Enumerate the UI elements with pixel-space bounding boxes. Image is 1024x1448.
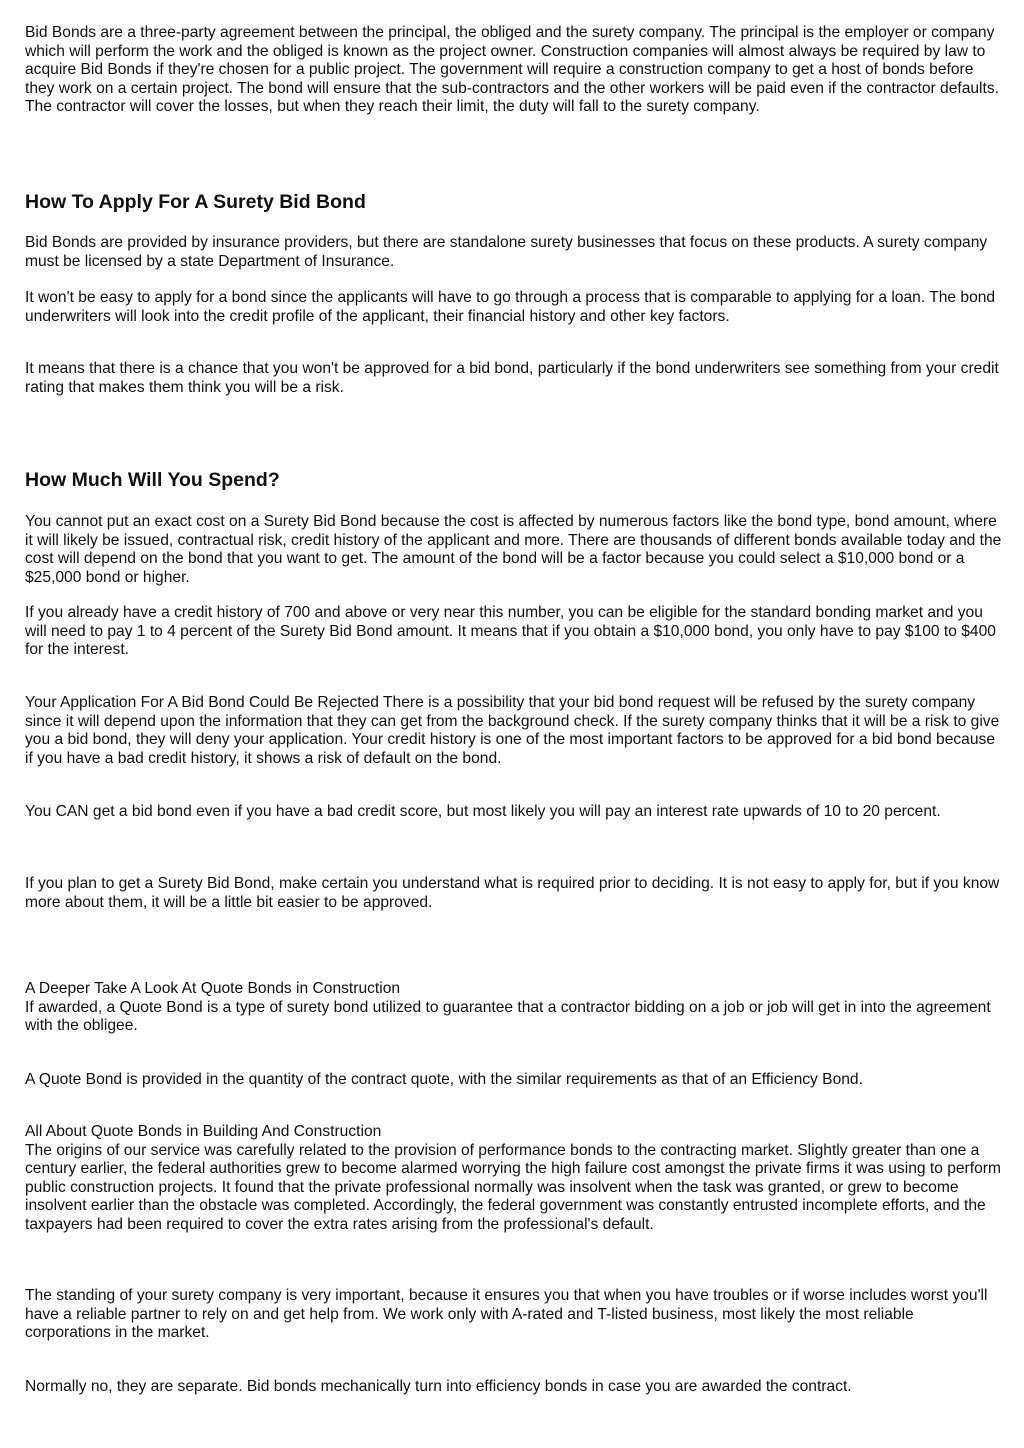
heading-apply: How To Apply For A Surety Bid Bond — [25, 191, 366, 213]
paragraph-quote-amount: A Quote Bond is provided in the quantity of the contract quote, with the similar requirements as that of an Efficiency Bond. — [25, 1071, 863, 1088]
paragraph-approval-chance: It means that there is a chance that you won't be approved for a bid bond, particularly if the bond underwriters see something from your credit rating that makes them think you will be a risk. — [25, 360, 999, 396]
paragraph-plan: If you plan to get a Surety Bid Bond, make certain you understand what is required prior to deciding. It is not easy to apply for, but if you know more about them, it will be a little bit easier to be approved. — [25, 875, 1000, 911]
paragraph-bad-credit: You CAN get a bid bond even if you have a bad credit score, but most likely you will pay an interest rate upwards of 10 to 20 percent. — [25, 803, 941, 820]
intro-paragraph: Bid Bonds are a three-party agreement between the principal, the obliged and the surety company. The principal is the employer or company which will perform the work and the obliged is known as the project owner. Construction companies will almost always be required by law to acquire Bid Bonds if they're chosen for a public project. The government will require a construction company to get a host of bonds before they work on a certain project. The bond will ensure that the sub-contractors and the other workers will be paid even if the contractor defaults. The contractor will cover the losses, but when they reach their limit, the duty will fall to the surety company. — [25, 24, 999, 116]
section-building-construction — [25, 1123, 1002, 1235]
paragraph-separate: Normally no, they are separate. Bid bonds mechanically turn into efficiency bonds in case you are awarded the contract. — [25, 1378, 852, 1395]
paragraph-providers: Bid Bonds are provided by insurance providers, but there are standalone surety businesses that focus on these products. A surety company must be licensed by a state Department of Insurance. — [25, 234, 988, 270]
section-body-all-about: The origins of our service was carefully related to the provision of performance bonds to the contracting market. Slightly greater than one a century earlier, the federal authorities grew to become alarmed worrying the high failure cost amongst the private firms it was using to perform public construction projects. It found that the private professional normally was insolvent when the task was granted, or grew to become insolvent earlier than the obstacle was completed. Accordingly, the federal government was constantly entrusted incomplete efforts, and the taxpayers had been required to cover the extra rates arising from the professional's default. — [25, 1141, 1001, 1233]
paragraph-rejected: Your Application For A Bid Bond Could Be Rejected There is a possibility that your bid bond request will be refused by the surety company since it will depend upon the information that they can get from the background check. If the surety company thinks that it will be a risk to give you a bid bond, they will deny your application. Your credit history is one of the most important factors to be approved for a bid bond because if you have a bad credit history, it shows a risk of default on the bond. — [25, 694, 1000, 767]
heading-cost: How Much Will You Spend? — [25, 469, 280, 491]
paragraph-exact-cost: You cannot put an exact cost on a Surety Bid Bond because the cost is affected by numerous factors like the bond type, bond amount, where it will likely be issued, contractual risk, credit history of the applicant and more. There are thousands of different bonds available today and the cost will depend on the bond that you want to get. The amount of the bond will be a factor because you could select a $10,000 bond or a $25,000 bond or higher. — [25, 513, 1002, 586]
paragraph-standing: The standing of your surety company is very important, because it ensures you that when you have troubles or if worse includes worst you'll have a reliable partner to rely on and get help from. We work only with A-rated and T-listed business, most likely the most reliable corporations in the market. — [25, 1287, 988, 1342]
paragraph-apply-process: It won't be easy to apply for a bond since the applicants will have to go through a process that is comparable to applying for a loan. The bond underwriters will look into the credit profile of the applicant, their financial history and other key factors. — [25, 289, 996, 325]
paragraph-credit-history: If you already have a credit history of 700 and above or very near this number, you can be eligible for the standard bonding market and you will need to pay 1 to 4 percent of the Surety Bid Bond amount. It means that if you obtain a $10,000 bond, you only have to pay $100 to $400 for the interest. — [25, 604, 996, 659]
section-title-all-about: All About Quote Bonds in Building And Construction — [25, 1123, 382, 1140]
section-title-deeper-look: A Deeper Take A Look At Quote Bonds in Construction — [25, 980, 401, 997]
section-quote-bonds — [25, 980, 1002, 1036]
section-body-deeper-look: If awarded, a Quote Bond is a type of surety bond utilized to guarantee that a contractor bidding on a job or job will get in into the agreement with the obligee. — [25, 998, 991, 1035]
